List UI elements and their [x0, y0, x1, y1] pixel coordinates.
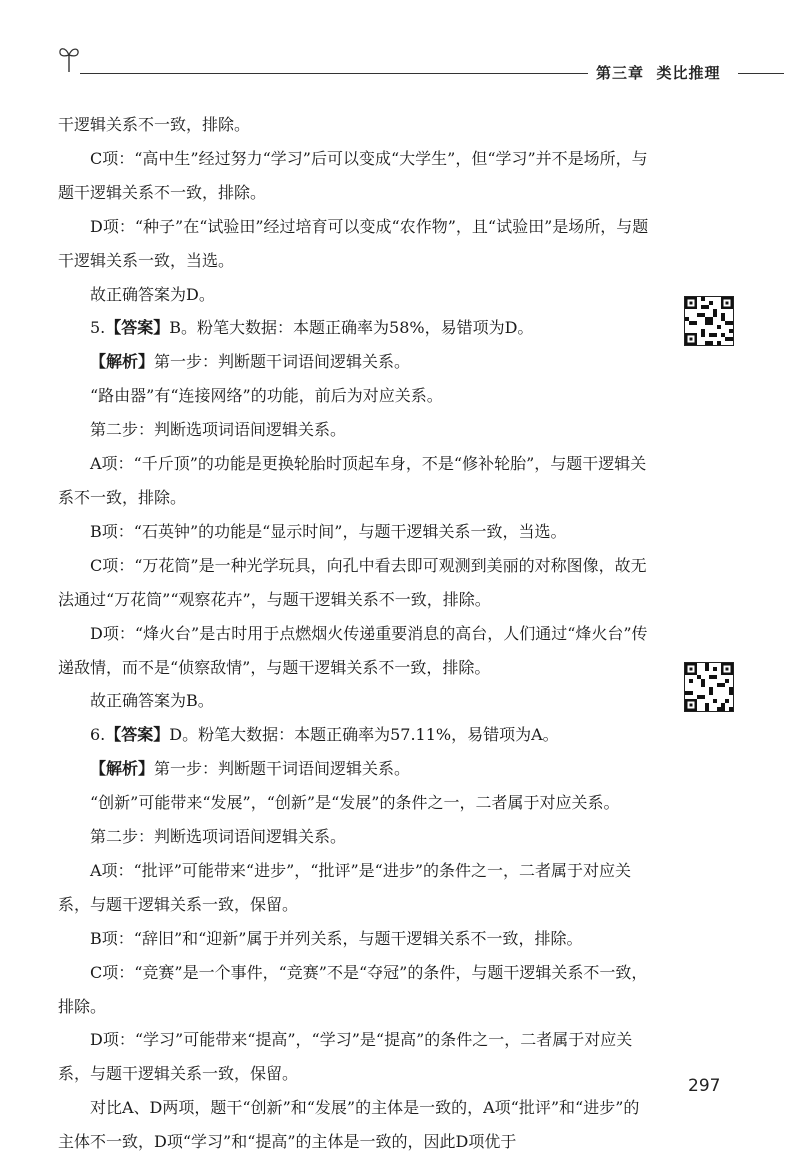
- header-rule-right: [738, 73, 784, 74]
- paragraph: D项：“种子”在“试验田”经过培育可以变成“农作物”，且“试验田”是场所，与题干逻辑关系一致，当选。: [58, 216, 649, 270]
- answer-paragraph: 5.【答案】B。粉笔大数据：本题正确率为58%，易错项为D。: [90, 318, 534, 338]
- paragraph: 第二步：判断选项词语间逻辑关系。: [90, 420, 347, 440]
- paragraph: B项：“石英钟”的功能是“显示时间”，与题干逻辑关系一致，当选。: [90, 521, 567, 541]
- chapter-title: 类比推理: [656, 64, 721, 82]
- answer-tag: 【答案】: [105, 318, 170, 338]
- answer-tag: 【答案】: [105, 725, 170, 745]
- chapter-number: 第三章: [596, 64, 645, 82]
- header-rule-left: [80, 73, 588, 74]
- paragraph: “创新”可能带来“发展”，“创新”是“发展”的条件之一，二者属于对应关系。: [90, 793, 620, 813]
- paragraph: 对比A、D两项，题干“创新”和“发展”的主体是一致的，A项“批评”和“进步”的主体不一致，D项“学习”和“提高”的主体是一致的，因此D项优于: [58, 1098, 640, 1152]
- paragraph: A项：“批评”可能带来“进步”，“批评”是“进步”的条件之一，二者属于对应关系，与题干逻辑关系一致，保留。: [58, 860, 631, 914]
- qr-code-icon[interactable]: [684, 662, 734, 712]
- paragraph: A项：“千斤顶”的功能是更换轮胎时顶起车身，不是“修补轮胎”，与题干逻辑关系不一致，排除。: [58, 454, 647, 507]
- analysis-paragraph: 【解析】第一步：判断题干词语间逻辑关系。: [90, 352, 411, 372]
- analysis-paragraph: 【解析】第一步：判断题干词语间逻辑关系。: [90, 759, 411, 779]
- chapter-heading: [596, 62, 720, 83]
- question-number: 5.: [90, 318, 106, 338]
- paragraph: 干逻辑关系不一致，排除。: [58, 115, 251, 134]
- paragraph: 故正确答案为B。: [90, 691, 214, 711]
- paragraph: D项：“学习”可能带来“提高”，“学习”是“提高”的条件之一，二者属于对应关系，与题干逻辑关系一致，保留。: [58, 1030, 633, 1084]
- analysis-tag: 【解析】: [90, 759, 155, 779]
- paragraph: D项：“烽火台”是古时用于点燃烟火传递重要消息的高台，人们通过“烽火台”传递敌情，而不是“侦察敌情”，与题干逻辑关系不一致，排除。: [58, 623, 648, 677]
- paragraph: “路由器”有“连接网络”的功能，前后为对应关系。: [90, 386, 443, 406]
- paragraph: C项：“竞赛”是一个事件，“竞赛”不是“夺冠”的条件，与题干逻辑关系不一致，排除。: [58, 962, 648, 1016]
- question-number: 6.: [90, 725, 106, 745]
- paragraph: C项：“万花筒”是一种光学玩具，向孔中看去即可观测到美丽的对称图像，故无法通过“万花筒”“观察花卉”，与题干逻辑关系不一致，排除。: [58, 555, 647, 609]
- page-body: [58, 108, 652, 1159]
- answer-paragraph: 6.【答案】D。粉笔大数据：本题正确率为57.11%，易错项为A。: [90, 725, 559, 745]
- page-header: [0, 0, 800, 90]
- paragraph: C项：“高中生”经过努力“学习”后可以变成“大学生”，但“学习”并不是场所，与题干逻辑关系不一致，排除。: [58, 148, 648, 202]
- paragraph: 第二步：判断选项词语间逻辑关系。: [90, 827, 347, 847]
- qr-code-icon[interactable]: [684, 296, 734, 346]
- analysis-tag: 【解析】: [90, 352, 155, 372]
- page-number: 297: [688, 1076, 721, 1096]
- paragraph: 故正确答案为D。: [90, 284, 215, 304]
- sprout-icon: [58, 44, 80, 78]
- paragraph: B项：“辞旧”和“迎新”属于并列关系，与题干逻辑关系不一致，排除。: [90, 928, 583, 948]
